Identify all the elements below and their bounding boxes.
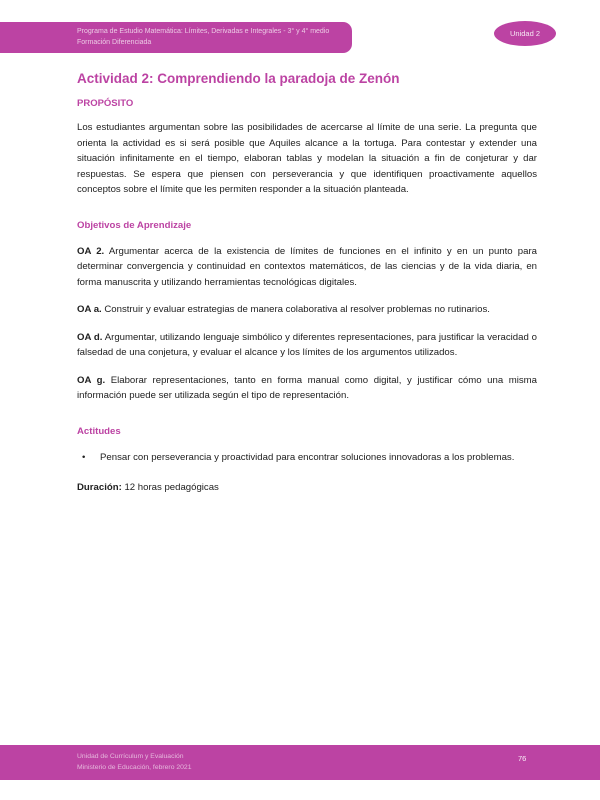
objective-oad [77,330,537,361]
main-content [0,52,600,496]
footer-line1: Unidad de Currículum y Evaluación [77,753,184,760]
objective-oaa-code: OA a. [77,304,102,315]
duration-line [77,480,537,496]
objective-oaa-text: Construir y evaluar estrategias de manera colaborativa al resolver problemas no rutinarios. [104,304,490,315]
attitudes-heading: Actitudes [77,425,121,437]
objective-oag-code: OA g. [77,374,106,386]
bullet-icon: • [82,451,86,463]
header-program-bar [0,22,352,53]
objective-oaa [77,302,537,318]
objectives-heading: Objetivos de Aprendizaje [77,219,192,231]
objective-oa2-text: Argumentar acerca de la existencia de límites de funciones en el infinito y en un punto para determinar convergencia y continuidad en contextos matemáticos, de las ciencias y de la vida diaria, en forma manuscrita y utilizando herramientas tecnológicas digitales. [77,245,538,288]
objective-oad-code: OA d. [77,331,103,343]
purpose-paragraph: Los estudiantes argumentan sobre las posibilidades de acercarse al límite de una serie. La pregunta que orienta la actividad es si será posible que Aquiles alcance a la tortuga. Para contestar y extender una situación infinitamente en el tiempo, elaboran tablas y modelan la situación a fin de conjeturar y dar respuestas. Se espera que piensen con perseverancia y que identifiquen proactivamente aquellos conceptos sobre el límite que les permiten responder a la situación planteada. [77,122,537,195]
activity-title: Actividad 2: Comprendiendo la paradoja de Zenón [77,71,400,86]
page-number: 76 [518,754,527,763]
objective-oad-text: Argumentar, utilizando lenguaje simbólico y diferentes representaciones, para justificar la veracidad o falsedad de una conjetura, y evaluar el alcance y los límites de los argumentos utilizados. [77,331,537,358]
attitude-text: Pensar con perseverancia y proactividad para encontrar soluciones innovadoras a los problemas. [100,451,515,463]
footer-line2: Ministerio de Educación, febrero 2021 [77,764,192,771]
attitude-item [77,450,537,466]
unit-badge-label: Unidad 2 [509,29,541,38]
purpose-heading: PROPÓSITO [77,98,134,109]
objective-oag [77,373,537,404]
objective-oag-text: Elaborar representaciones, tanto en forma manual como digital, y justificar cómo una misma información puede ser utilizada según el tipo de representación. [77,374,537,401]
footer-bar [0,745,600,780]
objective-oa2 [77,244,537,291]
objective-oa2-code: OA 2. [77,245,105,257]
attitude-list [77,450,537,466]
duration-value: 12 horas pedagógicas [121,482,219,493]
header-program-line1: Programa de Estudio Matemática: Límites, Derivadas e Integrales - 3° y 4° medio [77,28,330,35]
duration-label: Duración: [77,482,122,493]
unit-badge [494,21,556,46]
header-program-line2: Formación Diferenciada [77,39,152,46]
